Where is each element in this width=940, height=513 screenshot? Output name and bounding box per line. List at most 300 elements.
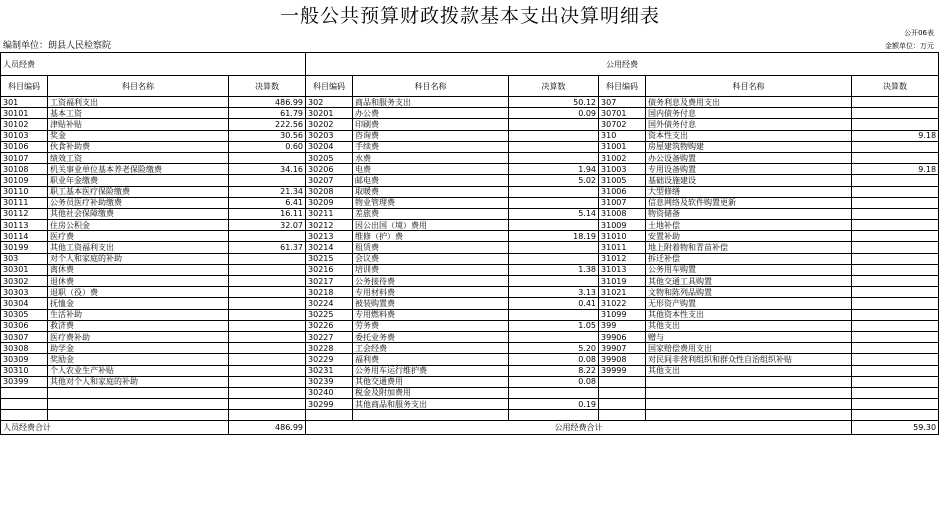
amount-cell xyxy=(509,242,599,253)
amount-cell xyxy=(852,276,939,287)
name-cell: 专用燃料费 xyxy=(353,309,509,320)
amount-cell xyxy=(229,365,306,376)
amount-cell xyxy=(509,410,599,421)
amount-cell: 61.79 xyxy=(229,108,306,119)
name-cell: 被装购置费 xyxy=(353,298,509,309)
public-section-title: 公用经费 xyxy=(306,53,939,76)
amount-cell xyxy=(229,152,306,163)
code-cell: 310 xyxy=(599,130,646,141)
header-code: 科目编码 xyxy=(599,76,646,97)
name-cell xyxy=(48,410,229,421)
amount-cell: 32.07 xyxy=(229,220,306,231)
amount-cell xyxy=(852,343,939,354)
table-row xyxy=(1,97,939,108)
name-cell: 信息网络及软件购置更新 xyxy=(646,197,852,208)
org-name: 朗县人民检察院 xyxy=(48,41,112,51)
name-cell: 其他社会保障缴费 xyxy=(48,208,229,219)
amount-unit: 金额单位：万元 xyxy=(885,42,934,50)
amount-cell: 486.99 xyxy=(229,97,306,108)
name-cell xyxy=(646,387,852,398)
amount-cell xyxy=(229,343,306,354)
total-row xyxy=(1,421,939,435)
code-cell: 30309 xyxy=(1,354,48,365)
code-cell: 39907 xyxy=(599,343,646,354)
name-cell: 基本工资 xyxy=(48,108,229,119)
code-cell: 30217 xyxy=(306,276,353,287)
name-cell: 其他资本性支出 xyxy=(646,309,852,320)
code-cell: 399 xyxy=(599,320,646,331)
code-cell: 30306 xyxy=(1,320,48,331)
amount-cell xyxy=(852,141,939,152)
amount-cell xyxy=(229,231,306,242)
amount-cell xyxy=(852,197,939,208)
amount-cell: 5.20 xyxy=(509,343,599,354)
amount-cell: 5.02 xyxy=(509,175,599,186)
name-cell: 会议费 xyxy=(353,253,509,264)
code-cell: 301 xyxy=(1,97,48,108)
name-cell: 机关事业单位基本养老保险缴费 xyxy=(48,164,229,175)
amount-cell: 9.18 xyxy=(852,130,939,141)
code-cell: 31012 xyxy=(599,253,646,264)
amount-cell: 1.05 xyxy=(509,320,599,331)
amount-cell xyxy=(509,387,599,398)
expenditure-table xyxy=(0,52,939,435)
name-cell: 大型修缮 xyxy=(646,186,852,197)
code-cell: 30240 xyxy=(306,387,353,398)
table-row xyxy=(1,320,939,331)
name-cell: 医疗费 xyxy=(48,231,229,242)
name-cell: 其他交通费用 xyxy=(353,376,509,387)
name-cell: 办公费 xyxy=(353,108,509,119)
code-cell xyxy=(1,399,48,410)
table-row xyxy=(1,242,939,253)
amount-cell xyxy=(852,309,939,320)
code-cell xyxy=(599,387,646,398)
code-cell: 30204 xyxy=(306,141,353,152)
code-cell: 31006 xyxy=(599,186,646,197)
amount-cell xyxy=(852,231,939,242)
code-cell: 30216 xyxy=(306,264,353,275)
name-cell: 邮电费 xyxy=(353,175,509,186)
amount-cell xyxy=(229,331,306,342)
amount-cell: 6.41 xyxy=(229,197,306,208)
code-cell: 30701 xyxy=(599,108,646,119)
header-amount: 决算数 xyxy=(509,76,599,97)
code-cell: 30110 xyxy=(1,186,48,197)
amount-cell: 3.13 xyxy=(509,287,599,298)
name-cell: 拆迁补偿 xyxy=(646,253,852,264)
name-cell: 物资储备 xyxy=(646,208,852,219)
name-cell: 赠与 xyxy=(646,331,852,342)
name-cell: 其他商品和服务支出 xyxy=(353,399,509,410)
code-cell: 30101 xyxy=(1,108,48,119)
amount-cell xyxy=(852,298,939,309)
code-cell: 30225 xyxy=(306,309,353,320)
name-cell: 公务用车运行维护费 xyxy=(353,365,509,376)
name-cell: 商品和服务支出 xyxy=(353,97,509,108)
amount-cell: 5.14 xyxy=(509,208,599,219)
code-cell: 30399 xyxy=(1,376,48,387)
table-row xyxy=(1,331,939,342)
amount-cell xyxy=(229,264,306,275)
code-cell: 30112 xyxy=(1,208,48,219)
section-header-row xyxy=(1,53,939,76)
header-name: 科目名称 xyxy=(353,76,509,97)
code-cell: 39999 xyxy=(599,365,646,376)
amount-cell xyxy=(509,141,599,152)
name-cell: 工资福利支出 xyxy=(48,97,229,108)
code-cell: 31005 xyxy=(599,175,646,186)
code-cell: 30303 xyxy=(1,287,48,298)
table-row xyxy=(1,387,939,398)
table-row xyxy=(1,365,939,376)
code-cell: 31022 xyxy=(599,298,646,309)
amount-cell xyxy=(229,298,306,309)
name-cell: 公务员医疗补助缴费 xyxy=(48,197,229,208)
organization-line xyxy=(3,41,111,52)
code-cell: 31007 xyxy=(599,197,646,208)
code-cell: 30305 xyxy=(1,309,48,320)
header-name: 科目名称 xyxy=(48,76,229,97)
name-cell: 奖金 xyxy=(48,130,229,141)
amount-cell xyxy=(229,387,306,398)
amount-cell: 8.22 xyxy=(509,365,599,376)
table-row xyxy=(1,108,939,119)
name-cell: 国外债务付息 xyxy=(646,119,852,130)
code-cell: 302 xyxy=(306,97,353,108)
code-cell xyxy=(599,410,646,421)
name-cell: 手续费 xyxy=(353,141,509,152)
amount-cell xyxy=(229,410,306,421)
amount-cell xyxy=(229,320,306,331)
code-cell: 30307 xyxy=(1,331,48,342)
name-cell: 救济费 xyxy=(48,320,229,331)
header-code: 科目编码 xyxy=(1,76,48,97)
code-cell: 30103 xyxy=(1,130,48,141)
name-cell: 离休费 xyxy=(48,264,229,275)
name-cell: 住房公积金 xyxy=(48,220,229,231)
code-cell: 31002 xyxy=(599,152,646,163)
code-cell: 31019 xyxy=(599,276,646,287)
name-cell: 安置补助 xyxy=(646,231,852,242)
table-row xyxy=(1,343,939,354)
name-cell: 地上附着物和青苗补偿 xyxy=(646,242,852,253)
code-cell: 30228 xyxy=(306,343,353,354)
code-cell: 30107 xyxy=(1,152,48,163)
code-cell: 30212 xyxy=(306,220,353,231)
code-cell: 30299 xyxy=(306,399,353,410)
code-cell: 30213 xyxy=(306,231,353,242)
name-cell: 绩效工资 xyxy=(48,152,229,163)
code-cell xyxy=(1,387,48,398)
code-cell: 307 xyxy=(599,97,646,108)
code-cell: 30215 xyxy=(306,253,353,264)
name-cell: 生活补助 xyxy=(48,309,229,320)
name-cell: 国内债务付息 xyxy=(646,108,852,119)
amount-cell xyxy=(509,309,599,320)
amount-cell xyxy=(852,354,939,365)
amount-cell xyxy=(852,264,939,275)
name-cell: 其他支出 xyxy=(646,365,852,376)
amount-cell xyxy=(229,354,306,365)
name-cell xyxy=(646,376,852,387)
code-cell: 30229 xyxy=(306,354,353,365)
name-cell: 咨询费 xyxy=(353,130,509,141)
table-row xyxy=(1,130,939,141)
amount-cell xyxy=(852,410,939,421)
amount-cell xyxy=(852,320,939,331)
code-cell: 31013 xyxy=(599,264,646,275)
code-cell: 30226 xyxy=(306,320,353,331)
code-cell: 30207 xyxy=(306,175,353,186)
name-cell: 维修（护）费 xyxy=(353,231,509,242)
amount-cell xyxy=(852,387,939,398)
code-cell: 30308 xyxy=(1,343,48,354)
public-total-label: 公用经费合计 xyxy=(306,421,852,435)
amount-cell: 0.60 xyxy=(229,141,306,152)
amount-cell: 222.56 xyxy=(229,119,306,130)
code-cell: 31021 xyxy=(599,287,646,298)
table-row xyxy=(1,152,939,163)
name-cell: 抚恤金 xyxy=(48,298,229,309)
amount-cell xyxy=(229,175,306,186)
amount-cell: 0.08 xyxy=(509,376,599,387)
table-row xyxy=(1,354,939,365)
header-amount: 决算数 xyxy=(852,76,939,97)
name-cell: 税金及附加费用 xyxy=(353,387,509,398)
amount-cell: 30.56 xyxy=(229,130,306,141)
table-row xyxy=(1,276,939,287)
personnel-total-value: 486.99 xyxy=(229,421,306,435)
name-cell xyxy=(353,410,509,421)
amount-cell xyxy=(852,399,939,410)
code-cell: 31010 xyxy=(599,231,646,242)
table-row xyxy=(1,399,939,410)
amount-cell xyxy=(852,119,939,130)
name-cell: 职工基本医疗保险缴费 xyxy=(48,186,229,197)
name-cell: 伙食补助费 xyxy=(48,141,229,152)
code-cell: 30211 xyxy=(306,208,353,219)
code-cell: 30224 xyxy=(306,298,353,309)
amount-cell xyxy=(509,130,599,141)
name-cell: 津贴补贴 xyxy=(48,119,229,130)
amount-cell xyxy=(229,309,306,320)
table-row xyxy=(1,253,939,264)
code-cell: 30218 xyxy=(306,287,353,298)
code-cell: 30205 xyxy=(306,152,353,163)
name-cell: 职业年金缴费 xyxy=(48,175,229,186)
amount-cell xyxy=(852,376,939,387)
amount-cell: 0.08 xyxy=(509,354,599,365)
name-cell: 文物和陈列品购置 xyxy=(646,287,852,298)
table-row xyxy=(1,264,939,275)
amount-cell xyxy=(852,242,939,253)
amount-cell xyxy=(509,331,599,342)
name-cell: 房屋建筑物购建 xyxy=(646,141,852,152)
amount-cell xyxy=(509,186,599,197)
org-label: 编制单位： xyxy=(3,41,49,51)
amount-cell xyxy=(229,376,306,387)
name-cell: 培训费 xyxy=(353,264,509,275)
code-cell: 30113 xyxy=(1,220,48,231)
form-number: 公开06表 xyxy=(904,29,934,37)
name-cell: 物业管理费 xyxy=(353,197,509,208)
name-cell: 公务用车购置 xyxy=(646,264,852,275)
amount-cell xyxy=(852,152,939,163)
name-cell: 债务利息及费用支出 xyxy=(646,97,852,108)
table-row xyxy=(1,186,939,197)
table-row xyxy=(1,410,939,421)
amount-cell xyxy=(852,97,939,108)
code-cell xyxy=(306,410,353,421)
amount-cell xyxy=(852,331,939,342)
code-cell: 30102 xyxy=(1,119,48,130)
name-cell: 福利费 xyxy=(353,354,509,365)
header-amount: 决算数 xyxy=(229,76,306,97)
code-cell: 31099 xyxy=(599,309,646,320)
code-cell: 30302 xyxy=(1,276,48,287)
amount-cell xyxy=(509,119,599,130)
code-cell: 30199 xyxy=(1,242,48,253)
personnel-total-label: 人员经费合计 xyxy=(1,421,229,435)
name-cell: 土地补偿 xyxy=(646,220,852,231)
amount-cell xyxy=(852,175,939,186)
name-cell: 印刷费 xyxy=(353,119,509,130)
amount-cell xyxy=(852,287,939,298)
amount-cell: 34.16 xyxy=(229,164,306,175)
code-cell: 30201 xyxy=(306,108,353,119)
header-code: 科目编码 xyxy=(306,76,353,97)
code-cell: 31008 xyxy=(599,208,646,219)
amount-cell: 0.09 xyxy=(509,108,599,119)
code-cell xyxy=(599,399,646,410)
name-cell: 专用设备购置 xyxy=(646,164,852,175)
code-cell: 30111 xyxy=(1,197,48,208)
amount-cell: 1.38 xyxy=(509,264,599,275)
code-cell xyxy=(599,376,646,387)
code-cell: 30231 xyxy=(306,365,353,376)
column-header-row xyxy=(1,76,939,97)
amount-cell xyxy=(852,208,939,219)
amount-cell: 16.11 xyxy=(229,208,306,219)
header-name: 科目名称 xyxy=(646,76,852,97)
page-title: 一般公共预算财政拨款基本支出决算明细表 xyxy=(279,5,660,27)
amount-cell xyxy=(229,287,306,298)
code-cell: 30106 xyxy=(1,141,48,152)
name-cell: 公务接待费 xyxy=(353,276,509,287)
code-cell: 30214 xyxy=(306,242,353,253)
amount-cell: 18.19 xyxy=(509,231,599,242)
name-cell: 租赁费 xyxy=(353,242,509,253)
name-cell: 取暖费 xyxy=(353,186,509,197)
code-cell: 30227 xyxy=(306,331,353,342)
name-cell: 个人农业生产补贴 xyxy=(48,365,229,376)
table-row xyxy=(1,141,939,152)
name-cell xyxy=(48,399,229,410)
amount-cell: 0.41 xyxy=(509,298,599,309)
table-row xyxy=(1,175,939,186)
code-cell: 30209 xyxy=(306,197,353,208)
table-row xyxy=(1,298,939,309)
name-cell: 差旅费 xyxy=(353,208,509,219)
name-cell: 基础设施建设 xyxy=(646,175,852,186)
public-total-value: 59.30 xyxy=(852,421,939,435)
name-cell xyxy=(646,410,852,421)
code-cell: 30301 xyxy=(1,264,48,275)
table-row xyxy=(1,231,939,242)
amount-cell xyxy=(509,197,599,208)
code-cell: 31009 xyxy=(599,220,646,231)
table-row xyxy=(1,220,939,231)
name-cell: 医疗费补助 xyxy=(48,331,229,342)
name-cell: 其他工资福利支出 xyxy=(48,242,229,253)
name-cell: 奖励金 xyxy=(48,354,229,365)
name-cell: 其他交通工具购置 xyxy=(646,276,852,287)
name-cell: 资本性支出 xyxy=(646,130,852,141)
amount-cell: 50.12 xyxy=(509,97,599,108)
code-cell: 303 xyxy=(1,253,48,264)
table-row xyxy=(1,197,939,208)
name-cell: 因公出国（境）费用 xyxy=(353,220,509,231)
amount-cell: 0.19 xyxy=(509,399,599,410)
amount-cell: 21.34 xyxy=(229,186,306,197)
amount-cell xyxy=(509,253,599,264)
name-cell: 对个人和家庭的补助 xyxy=(48,253,229,264)
code-cell: 30304 xyxy=(1,298,48,309)
code-cell: 30206 xyxy=(306,164,353,175)
code-cell: 30109 xyxy=(1,175,48,186)
code-cell: 30310 xyxy=(1,365,48,376)
amount-cell xyxy=(509,276,599,287)
name-cell: 其他支出 xyxy=(646,320,852,331)
amount-cell xyxy=(852,186,939,197)
amount-cell xyxy=(852,220,939,231)
table-row xyxy=(1,164,939,175)
name-cell: 其他对个人和家庭的补助 xyxy=(48,376,229,387)
amount-cell xyxy=(229,399,306,410)
code-cell: 31001 xyxy=(599,141,646,152)
name-cell xyxy=(646,399,852,410)
amount-cell xyxy=(509,152,599,163)
table-row xyxy=(1,376,939,387)
amount-cell xyxy=(852,365,939,376)
name-cell: 对民间非营利组织和群众性自治组织补贴 xyxy=(646,354,852,365)
name-cell: 劳务费 xyxy=(353,320,509,331)
name-cell xyxy=(48,387,229,398)
code-cell: 30239 xyxy=(306,376,353,387)
amount-cell: 61.37 xyxy=(229,242,306,253)
code-cell: 30202 xyxy=(306,119,353,130)
code-cell: 39906 xyxy=(599,331,646,342)
code-cell xyxy=(1,410,48,421)
code-cell: 30208 xyxy=(306,186,353,197)
code-cell: 30114 xyxy=(1,231,48,242)
name-cell: 无形资产购置 xyxy=(646,298,852,309)
amount-cell: 1.94 xyxy=(509,164,599,175)
amount-cell xyxy=(509,220,599,231)
name-cell: 专用材料费 xyxy=(353,287,509,298)
amount-cell xyxy=(229,276,306,287)
name-cell: 办公设备购置 xyxy=(646,152,852,163)
code-cell: 31011 xyxy=(599,242,646,253)
code-cell: 30108 xyxy=(1,164,48,175)
name-cell: 退职（役）费 xyxy=(48,287,229,298)
amount-cell xyxy=(229,253,306,264)
name-cell: 退休费 xyxy=(48,276,229,287)
name-cell: 助学金 xyxy=(48,343,229,354)
personnel-section-title: 人员经费 xyxy=(1,53,306,76)
amount-cell xyxy=(852,253,939,264)
